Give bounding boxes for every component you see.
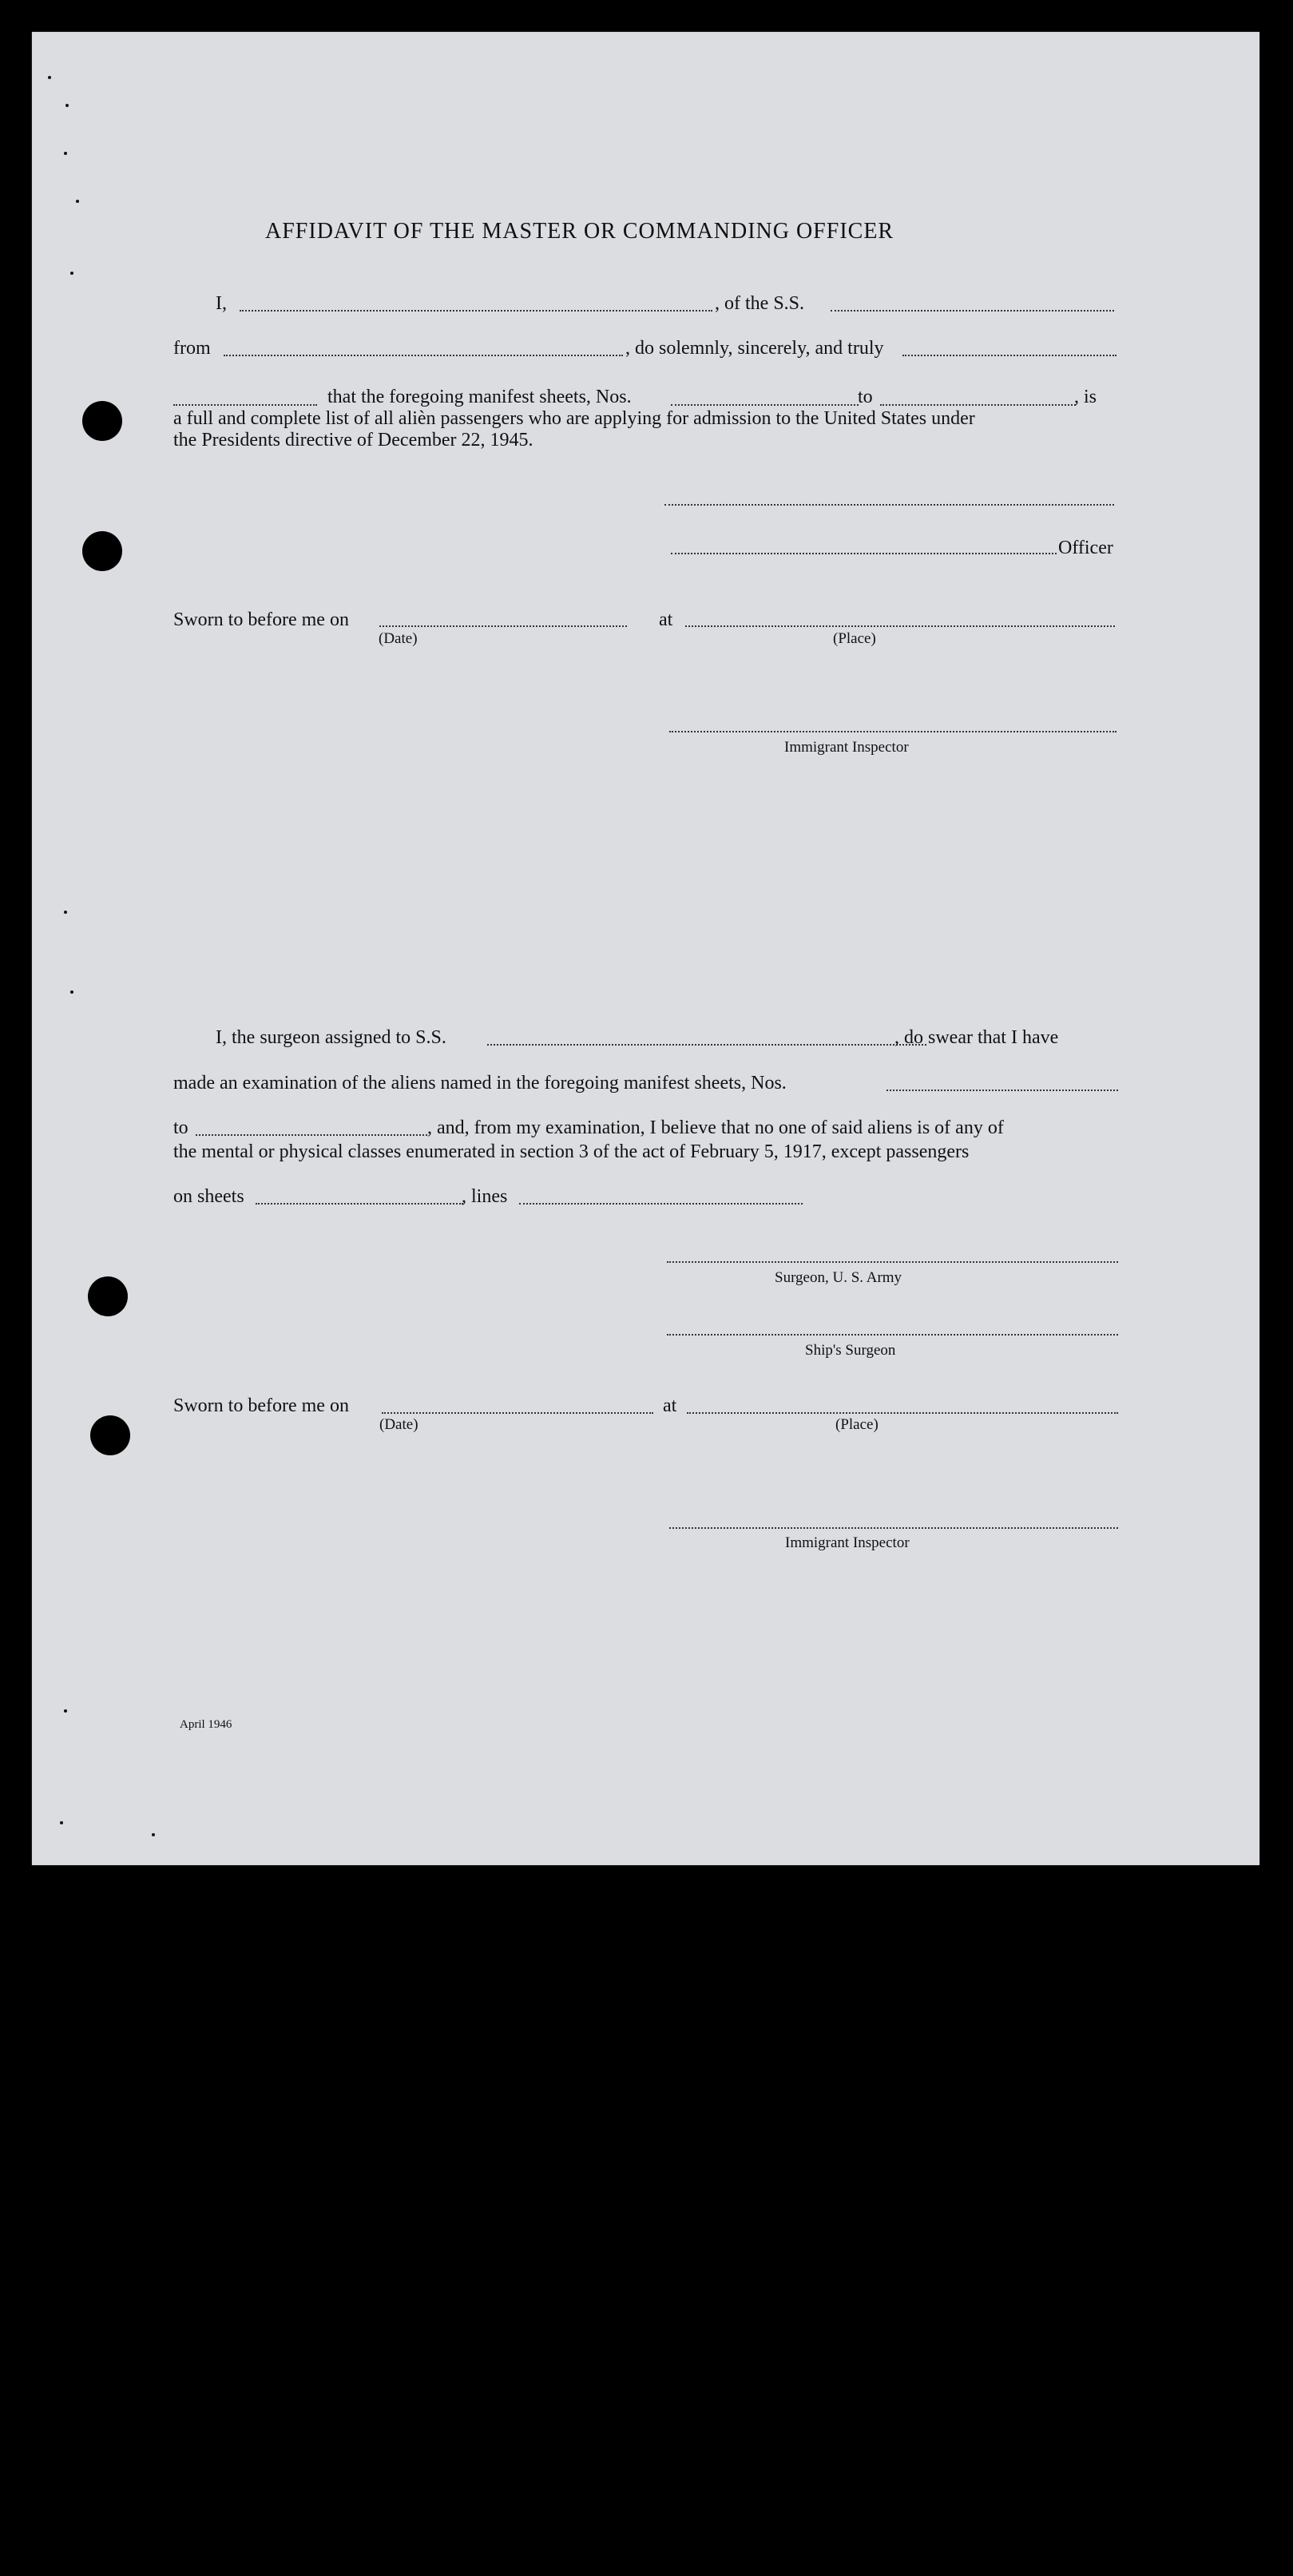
affidavit-date-caption: (Date) <box>379 630 418 647</box>
surgeon-lines-field[interactable] <box>519 1203 803 1205</box>
oath-word-field[interactable] <box>902 355 1117 356</box>
surgeon-place-caption: (Place) <box>835 1416 879 1433</box>
sheet-to-field[interactable] <box>880 404 1076 406</box>
surgeon-sheet-to-field[interactable] <box>196 1134 427 1136</box>
surgeon-at-label: at <box>663 1395 677 1416</box>
affidavit-sworn-label: Sworn to before me on <box>173 609 349 630</box>
speck-mark <box>48 76 51 79</box>
surgeon-line1-end: , do swear that I have <box>894 1027 1059 1048</box>
surgeon-ship-field[interactable] <box>487 1044 926 1046</box>
affidavit-line4: a full and complete list of all alièn passengers who are applying for admission to the United States under <box>173 408 975 429</box>
affidavit-inspector-caption: Immigrant Inspector <box>784 739 909 756</box>
surgeon-date-caption: (Date) <box>379 1416 418 1433</box>
punch-hole <box>90 1415 130 1455</box>
ship-name-field[interactable] <box>831 310 1114 312</box>
surgeon-sworn-label: Sworn to before me on <box>173 1395 349 1416</box>
speck-mark <box>70 272 73 275</box>
speck-mark <box>64 152 67 155</box>
affidavit-line2-start: from <box>173 338 211 359</box>
speck-mark <box>64 1709 67 1713</box>
army-surgeon-caption: Surgeon, U. S. Army <box>775 1269 902 1286</box>
surgeon-line4: the mental or physical classes enumerated in section 3 of the act of February 5, 1917, except passengers <box>173 1141 970 1162</box>
surgeon-line5-mid: , lines <box>462 1186 508 1207</box>
affidavit-line5: the Presidents directive of December 22, 1945. <box>173 430 533 451</box>
surgeon-date-field[interactable] <box>382 1412 653 1414</box>
affidavit-line3-mid: that the foregoing manifest sheets, Nos. <box>327 387 632 407</box>
surgeon-inspector-signature-line[interactable] <box>669 1527 1118 1529</box>
surgeon-sheets-field[interactable] <box>256 1203 463 1205</box>
army-surgeon-signature-line[interactable] <box>667 1261 1118 1263</box>
surgeon-line3-mid: , and, from my examination, I believe that no one of said aliens is of any of <box>427 1117 1004 1138</box>
speck-mark <box>65 104 69 107</box>
master-name-field[interactable] <box>240 310 712 312</box>
surgeon-place-field[interactable] <box>687 1412 1118 1414</box>
affidavit-line3-to: to <box>858 387 873 407</box>
ships-surgeon-caption: Ship's Surgeon <box>805 1342 896 1359</box>
affidavit-line1-mid: , of the S.S. <box>715 293 805 314</box>
surgeon-line3-start: to <box>173 1117 188 1138</box>
surgeon-line1-start: I, the surgeon assigned to S.S. <box>216 1027 446 1048</box>
oath-word-field-2[interactable] <box>173 404 317 406</box>
affidavit-inspector-signature-line[interactable] <box>669 731 1117 732</box>
sheet-from-field[interactable] <box>671 404 859 406</box>
punch-hole <box>88 1276 128 1316</box>
officer-signature-line[interactable] <box>671 553 1057 554</box>
surgeon-line2: made an examination of the aliens named in the foregoing manifest sheets, Nos. <box>173 1073 787 1094</box>
affidavit-line1-start: I, <box>216 293 227 314</box>
surgeon-inspector-caption: Immigrant Inspector <box>785 1534 910 1551</box>
affidavit-title: AFFIDAVIT OF THE MASTER OR COMMANDING OFFICER <box>265 219 894 244</box>
affidavit-line3-end: , is <box>1074 387 1097 407</box>
form-page <box>32 32 1259 1865</box>
master-signature-line[interactable] <box>664 504 1114 506</box>
surgeon-sheet-from-field[interactable] <box>886 1090 1118 1091</box>
from-port-field[interactable] <box>224 355 623 356</box>
speck-mark <box>70 990 73 994</box>
speck-mark <box>64 911 67 914</box>
affidavit-line2-mid: , do solemnly, sincerely, and truly <box>625 338 884 359</box>
speck-mark <box>152 1833 155 1836</box>
form-date: April 1946 <box>180 1718 232 1731</box>
punch-hole <box>82 531 122 571</box>
punch-hole <box>82 401 122 441</box>
ships-surgeon-signature-line[interactable] <box>667 1334 1118 1336</box>
officer-label: Officer <box>1058 538 1113 558</box>
affidavit-place-caption: (Place) <box>833 630 876 647</box>
surgeon-line5-start: on sheets <box>173 1186 244 1207</box>
affidavit-place-field[interactable] <box>685 625 1115 627</box>
affidavit-date-field[interactable] <box>379 625 627 627</box>
speck-mark <box>60 1821 63 1824</box>
affidavit-at-label: at <box>659 609 673 630</box>
speck-mark <box>76 200 79 203</box>
